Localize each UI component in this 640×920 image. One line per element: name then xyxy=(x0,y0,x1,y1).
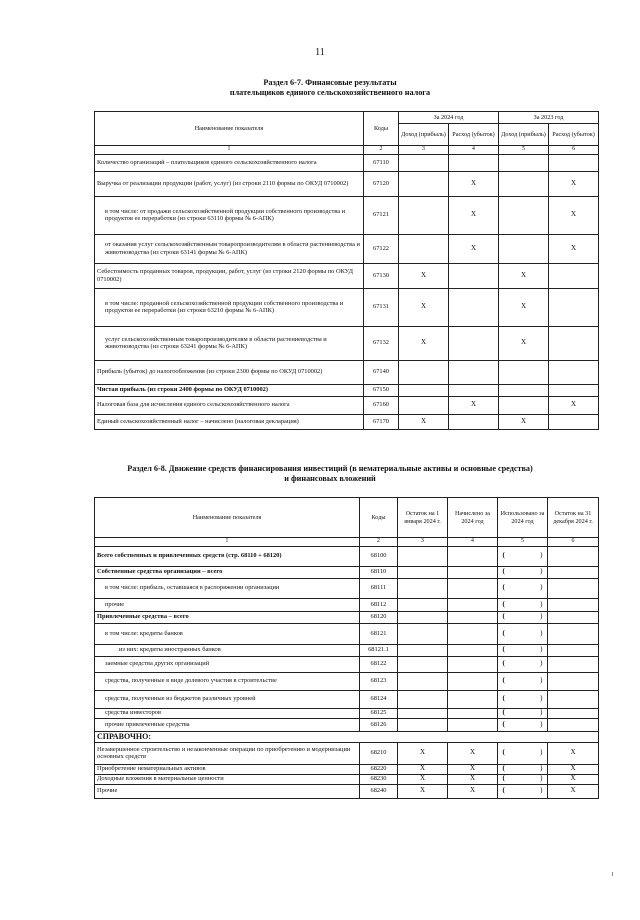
cell: X xyxy=(399,288,449,326)
paren-open: ( xyxy=(502,719,505,728)
cell xyxy=(448,690,498,708)
row-name: средства, полученные в виде долевого участия в строительстве xyxy=(95,672,360,690)
section-6-8-title-line2: и финансовых вложений xyxy=(284,474,376,483)
cell xyxy=(399,154,449,171)
row-code: 67122 xyxy=(364,234,399,263)
col-num: 6 xyxy=(548,538,599,547)
row-code: 67132 xyxy=(364,326,399,360)
cell-used xyxy=(498,546,548,566)
row-code: 68123 xyxy=(360,672,398,690)
spravochno-label: СПРАВОЧНО: xyxy=(95,731,599,742)
header-income-2023: Доход (прибыль) xyxy=(499,124,549,146)
paren-close: ) xyxy=(540,583,543,592)
paren-open: ( xyxy=(502,612,505,621)
row-code: 68230 xyxy=(360,774,398,784)
cell: X xyxy=(548,784,599,798)
cell xyxy=(499,360,549,384)
cell xyxy=(398,598,448,611)
header-code: Коды xyxy=(360,498,398,538)
cell: X xyxy=(398,774,448,784)
cell: X xyxy=(549,196,599,234)
cell: X xyxy=(499,288,549,326)
paren-close: ) xyxy=(540,748,543,757)
cell xyxy=(399,396,449,414)
row-code: 68220 xyxy=(360,764,398,774)
cell: X xyxy=(548,742,599,764)
cell: X xyxy=(398,784,448,798)
cell xyxy=(398,644,448,656)
table-row xyxy=(95,742,599,764)
table-row xyxy=(95,396,599,414)
paren-open: ( xyxy=(502,748,505,757)
header-balance-dec: Остаток на 31 декабря 2024 г. xyxy=(548,498,599,538)
paren-open: ( xyxy=(502,567,505,576)
cell: X xyxy=(499,414,549,429)
cell xyxy=(549,263,599,288)
investment-funds-table xyxy=(94,497,599,799)
paren-open: ( xyxy=(502,764,505,773)
paren-close: ) xyxy=(540,612,543,621)
paren-close: ) xyxy=(540,659,543,668)
header-name: Наименование показателя xyxy=(95,112,364,146)
paren-open: ( xyxy=(502,551,505,560)
paren-open: ( xyxy=(502,774,505,783)
paren-close: ) xyxy=(540,719,543,728)
paren-open: ( xyxy=(502,676,505,685)
cell xyxy=(449,414,499,429)
cell: X xyxy=(548,774,599,784)
row-name: Единый сельскохозяйственный налог – начислено (налоговая декларация) xyxy=(95,414,364,429)
cell xyxy=(448,672,498,690)
table-row xyxy=(95,546,599,566)
header-income-2024: Доход (прибыль) xyxy=(399,124,449,146)
cell-used xyxy=(498,644,548,656)
cell: X xyxy=(399,263,449,288)
col-num: 5 xyxy=(498,538,548,547)
paren-open: ( xyxy=(502,628,505,637)
cell xyxy=(398,546,448,566)
cell xyxy=(549,414,599,429)
cell-used xyxy=(498,774,548,784)
row-code: 67170 xyxy=(364,414,399,429)
table-row xyxy=(95,764,599,774)
cell xyxy=(399,171,449,196)
row-name: Привлеченные средства – всего xyxy=(95,611,360,623)
table-row xyxy=(95,326,599,360)
page-number: 11 xyxy=(315,47,325,58)
cell xyxy=(399,196,449,234)
cell xyxy=(548,546,599,566)
cell: X xyxy=(448,742,498,764)
cell xyxy=(499,234,549,263)
cell xyxy=(449,326,499,360)
cell-used xyxy=(498,611,548,623)
scan-mark xyxy=(612,872,613,876)
cell xyxy=(548,598,599,611)
row-name: Количество организаций – плательщиков единого сельскохозяйственного налога xyxy=(95,154,364,171)
row-name: Собственные средства организации – всего xyxy=(95,566,360,578)
cell: X xyxy=(398,764,448,774)
row-name: Доходные вложения в материальные ценности xyxy=(95,774,360,784)
cell xyxy=(549,360,599,384)
cell xyxy=(398,656,448,672)
paren-close: ) xyxy=(540,774,543,783)
paren-close: ) xyxy=(540,676,543,685)
cell xyxy=(398,690,448,708)
cell: X xyxy=(399,414,449,429)
cell xyxy=(448,718,498,731)
table-row xyxy=(95,288,599,326)
cell xyxy=(398,718,448,731)
cell xyxy=(448,611,498,623)
row-code: 68210 xyxy=(360,742,398,764)
cell-used xyxy=(498,764,548,774)
col-num: 5 xyxy=(499,146,549,155)
cell xyxy=(449,154,499,171)
row-name: Прибыль (убыток) до налогообложения (из строки 2300 формы по ОКУД 0710002) xyxy=(95,360,364,384)
row-name: в том числе: проданной сельскохозяйственной продукции собственного производства и продуктов ее переработки (из строки 63210 формы № 6-АПК) xyxy=(95,288,364,326)
col-num: 2 xyxy=(360,538,398,547)
paren-close: ) xyxy=(540,708,543,717)
header-accrued: Начислено за 2024 год xyxy=(448,498,498,538)
cell xyxy=(499,196,549,234)
paren-close: ) xyxy=(540,567,543,576)
cell: X xyxy=(399,326,449,360)
cell xyxy=(548,690,599,708)
cell-used xyxy=(498,566,548,578)
cell-used xyxy=(498,718,548,731)
cell: X xyxy=(499,326,549,360)
paren-close: ) xyxy=(540,599,543,608)
cell: X xyxy=(549,234,599,263)
header-2023: За 2023 год xyxy=(499,112,599,124)
cell-used xyxy=(498,578,548,598)
cell xyxy=(399,234,449,263)
cell xyxy=(448,623,498,644)
table-row xyxy=(95,384,599,396)
cell xyxy=(398,672,448,690)
table-row xyxy=(95,623,599,644)
row-code: 68122 xyxy=(360,656,398,672)
row-name: Незавершенное строительство и незаконченные операции по приобретению и модернизации основных средств xyxy=(95,742,360,764)
row-code: 67121 xyxy=(364,196,399,234)
table-row xyxy=(95,774,599,784)
paren-open: ( xyxy=(502,659,505,668)
table-row xyxy=(95,718,599,731)
row-code: 68110 xyxy=(360,566,398,578)
table-row xyxy=(95,672,599,690)
section-6-7-title-line1: Раздел 6-7. Финансовые результаты xyxy=(263,78,397,87)
row-name: средства, полученные из бюджетов различных уровней xyxy=(95,690,360,708)
cell: X xyxy=(549,396,599,414)
paren-open: ( xyxy=(502,599,505,608)
table-row xyxy=(95,196,599,234)
cell: X xyxy=(398,742,448,764)
cell: X xyxy=(449,171,499,196)
section-6-7-title-line2: плательщиков единого сельскохозяйственного налога xyxy=(229,88,431,97)
row-code: 68100 xyxy=(360,546,398,566)
row-code: 68240 xyxy=(360,784,398,798)
row-code: 67131 xyxy=(364,288,399,326)
cell xyxy=(399,384,449,396)
row-name: Чистая прибыль (из строки 2400 формы по ОКУД 0710002) xyxy=(95,384,364,396)
row-code: 68112 xyxy=(360,598,398,611)
cell xyxy=(548,623,599,644)
cell xyxy=(398,578,448,598)
cell: X xyxy=(448,784,498,798)
cell xyxy=(449,360,499,384)
table-row xyxy=(95,566,599,578)
cell: X xyxy=(449,196,499,234)
row-name: прочие xyxy=(95,598,360,611)
cell-used xyxy=(498,598,548,611)
table-row xyxy=(95,263,599,288)
cell xyxy=(499,171,549,196)
cell: X xyxy=(548,764,599,774)
cell xyxy=(548,718,599,731)
table-row xyxy=(95,598,599,611)
row-code: 68120 xyxy=(360,611,398,623)
row-code: 67110 xyxy=(364,154,399,171)
header-code: Коды xyxy=(364,112,399,146)
table-row xyxy=(95,234,599,263)
cell xyxy=(548,656,599,672)
paren-close: ) xyxy=(540,764,543,773)
table-row xyxy=(95,690,599,708)
spravochno-row xyxy=(95,731,599,742)
section-6-7-title xyxy=(60,78,600,98)
row-code: 68125 xyxy=(360,708,398,718)
cell-used xyxy=(498,708,548,718)
col-num: 3 xyxy=(398,538,448,547)
paren-close: ) xyxy=(540,628,543,637)
row-code: 67120 xyxy=(364,171,399,196)
row-name: Налоговая база для исчисления единого сельскохозяйственного налога xyxy=(95,396,364,414)
cell xyxy=(548,611,599,623)
row-code: 67140 xyxy=(364,360,399,384)
row-name: средства инвесторов xyxy=(95,708,360,718)
cell: X xyxy=(449,396,499,414)
col-num: 3 xyxy=(399,146,449,155)
paren-open: ( xyxy=(502,645,505,654)
cell: X xyxy=(499,263,549,288)
cell xyxy=(398,566,448,578)
cell: X xyxy=(449,234,499,263)
header-expense-2023: Расход (убыток) xyxy=(549,124,599,146)
cell xyxy=(449,263,499,288)
table-row xyxy=(95,578,599,598)
row-name: в том числе: прибыль, оставшаяся в распоряжении организации xyxy=(95,578,360,598)
cell xyxy=(548,578,599,598)
header-name: Наименование показателя xyxy=(95,498,360,538)
row-name: из них: кредиты иностранных банков xyxy=(95,644,360,656)
cell xyxy=(448,598,498,611)
row-code: 67160 xyxy=(364,396,399,414)
cell xyxy=(549,154,599,171)
header-used: Использовано за 2024 год xyxy=(498,498,548,538)
row-code: 68126 xyxy=(360,718,398,731)
cell: X xyxy=(549,171,599,196)
cell-used xyxy=(498,656,548,672)
row-name: Себестоимость проданных товаров, продукции, работ, услуг (из строки 2120 формы по ОКУД 0710002) xyxy=(95,263,364,288)
table-row xyxy=(95,644,599,656)
row-code: 68121.1 xyxy=(360,644,398,656)
table-row xyxy=(95,784,599,798)
cell xyxy=(448,578,498,598)
cell xyxy=(499,384,549,396)
cell xyxy=(549,288,599,326)
paren-open: ( xyxy=(502,694,505,703)
row-name: Всего собственных и привлеченных средств (стр. 68110 + 68120) xyxy=(95,546,360,566)
table-row xyxy=(95,360,599,384)
col-num: 4 xyxy=(449,146,499,155)
paren-close: ) xyxy=(540,645,543,654)
cell-used xyxy=(498,742,548,764)
row-code: 67150 xyxy=(364,384,399,396)
table-row xyxy=(95,414,599,429)
cell: X xyxy=(448,764,498,774)
row-name: в том числе: от продажи сельскохозяйственной продукции собственного производства и продуктов ее переработки (из строки 63110 формы № 6-АПК) xyxy=(95,196,364,234)
row-name: от оказания услуг сельскохозяйственным товаропроизводителям в области растениеводства и животноводства (из строки 63141 формы № 6-АПК) xyxy=(95,234,364,263)
paren-close: ) xyxy=(540,551,543,560)
cell-used xyxy=(498,690,548,708)
row-name: в том числе: кредиты банков xyxy=(95,623,360,644)
cell xyxy=(448,708,498,718)
cell xyxy=(398,611,448,623)
cell xyxy=(448,656,498,672)
cell xyxy=(499,154,549,171)
cell xyxy=(549,326,599,360)
table-row xyxy=(95,656,599,672)
paren-close: ) xyxy=(540,786,543,795)
financial-results-table xyxy=(94,111,599,430)
cell xyxy=(548,566,599,578)
col-num: 2 xyxy=(364,146,399,155)
cell xyxy=(548,644,599,656)
table-row xyxy=(95,708,599,718)
paren-open: ( xyxy=(502,786,505,795)
cell xyxy=(448,546,498,566)
table-row xyxy=(95,611,599,623)
col-num: 1 xyxy=(95,538,360,547)
cell xyxy=(448,644,498,656)
col-num: 1 xyxy=(95,146,364,155)
cell xyxy=(448,566,498,578)
header-balance-jan: Остаток на 1 января 2024 г. xyxy=(398,498,448,538)
section-6-8-title xyxy=(60,464,600,484)
cell xyxy=(548,708,599,718)
table-row xyxy=(95,171,599,196)
row-code: 68111 xyxy=(360,578,398,598)
row-name: услуг сельскохозяйственным товаропроизводителям в области растениеводства и животноводства (из строки 63241 формы № 6-АПК) xyxy=(95,326,364,360)
header-expense-2024: Расход (убыток) xyxy=(449,124,499,146)
cell xyxy=(399,360,449,384)
header-2024: За 2024 год xyxy=(399,112,499,124)
cell xyxy=(398,623,448,644)
cell xyxy=(549,384,599,396)
col-num: 6 xyxy=(549,146,599,155)
row-code: 67130 xyxy=(364,263,399,288)
row-name: заемные средства других организаций xyxy=(95,656,360,672)
cell-used xyxy=(498,784,548,798)
row-name: Выручка от реализации продукции (работ, услуг) (из строки 2110 формы по ОКУД 0710002) xyxy=(95,171,364,196)
row-name: Приобретение нематериальных активов xyxy=(95,764,360,774)
paren-close: ) xyxy=(540,694,543,703)
paren-open: ( xyxy=(502,583,505,592)
row-name: прочие привлеченные средства xyxy=(95,718,360,731)
cell-used xyxy=(498,672,548,690)
table-row xyxy=(95,154,599,171)
col-num: 4 xyxy=(448,538,498,547)
cell xyxy=(449,288,499,326)
cell-used xyxy=(498,623,548,644)
section-6-8-title-line1: Раздел 6-8. Движение средств финансирования инвестиций (в нематериальные активы и основные средства) xyxy=(127,464,533,473)
row-name: Прочие xyxy=(95,784,360,798)
paren-open: ( xyxy=(502,708,505,717)
cell xyxy=(499,396,549,414)
cell: X xyxy=(448,774,498,784)
cell xyxy=(449,384,499,396)
row-code: 68124 xyxy=(360,690,398,708)
row-code: 68121 xyxy=(360,623,398,644)
cell xyxy=(548,672,599,690)
cell xyxy=(398,708,448,718)
